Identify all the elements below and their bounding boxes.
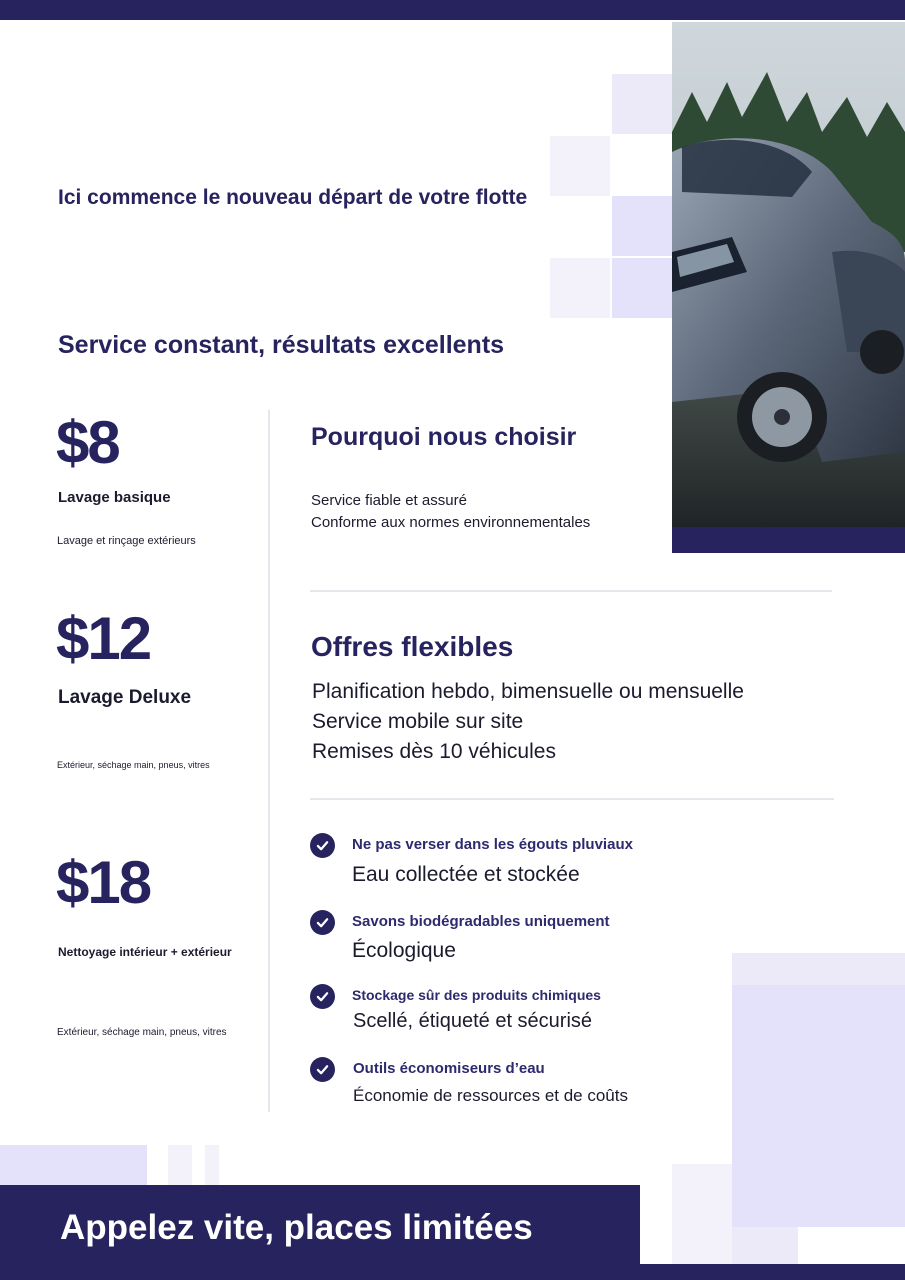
why-line: Service fiable et assuré [311,492,467,509]
deco-square [205,1145,219,1185]
deco-square [0,1145,147,1185]
top-bar [0,0,905,20]
price-deluxe: $12 [56,605,151,672]
car-photo [672,22,905,527]
plan-name-basic: Lavage basique [58,489,171,506]
car-illustration [672,22,905,527]
deco-panel [732,953,905,985]
check-icon [310,1057,335,1082]
feature-desc: Eau collectée et stockée [352,863,580,886]
plan-name-deluxe: Lavage Deluxe [58,687,192,708]
deco-square [612,196,672,256]
check-icon [310,833,335,858]
vertical-divider [268,410,270,1112]
deco-square [168,1145,192,1185]
deco-square [732,1227,798,1264]
offer-line: Remises dès 10 véhicules [312,740,556,763]
plan-desc-basic: Lavage et rinçage extérieurs [57,535,196,547]
deco-square [672,1164,732,1264]
offer-line: Service mobile sur site [312,710,524,733]
check-icon [310,910,335,935]
horizontal-divider [310,590,832,592]
plan-desc-deluxe: Extérieur, séchage main, pneus, vitres [57,760,210,770]
offers-title: Offres flexibles [311,631,514,662]
deco-square [612,258,672,318]
horizontal-divider [310,798,834,800]
feature-desc: Écologique [352,939,456,962]
feature-title: Ne pas verser dans les égouts pluviaux [352,836,633,853]
feature-desc: Économie de ressources et de coûts [353,1086,628,1105]
deco-square [550,258,610,318]
price-full: $18 [56,849,151,916]
feature-title: Stockage sûr des produits chimiques [352,987,601,1003]
plan-desc-full: Extérieur, séchage main, pneus, vitres [57,1027,227,1038]
why-line: Conforme aux normes environnementales [311,514,591,531]
cta-text: Appelez vite, places limitées [60,1208,533,1247]
price-basic: $8 [56,409,119,476]
why-lines [311,490,590,534]
offer-line: Planification hebdo, bimensuelle ou mensuelle [312,680,744,703]
why-title: Pourquoi nous choisir [311,423,577,451]
deco-square [612,74,672,134]
tagline: Ici commence le nouveau départ de votre flotte [58,186,528,209]
feature-title: Savons biodégradables uniquement [352,913,610,930]
feature-desc: Scellé, étiqueté et sécurisé [353,1010,593,1032]
offers-lines [312,677,744,767]
check-icon [310,984,335,1009]
bottom-bar [640,1264,905,1280]
section-title: Service constant, résultats excellents [58,331,505,359]
photo-bottom-band [672,527,905,553]
plan-name-full: Nettoyage intérieur + extérieur [58,945,232,959]
feature-title: Outils économiseurs d’eau [353,1060,545,1077]
deco-square [550,136,610,196]
deco-panel [732,985,905,1227]
